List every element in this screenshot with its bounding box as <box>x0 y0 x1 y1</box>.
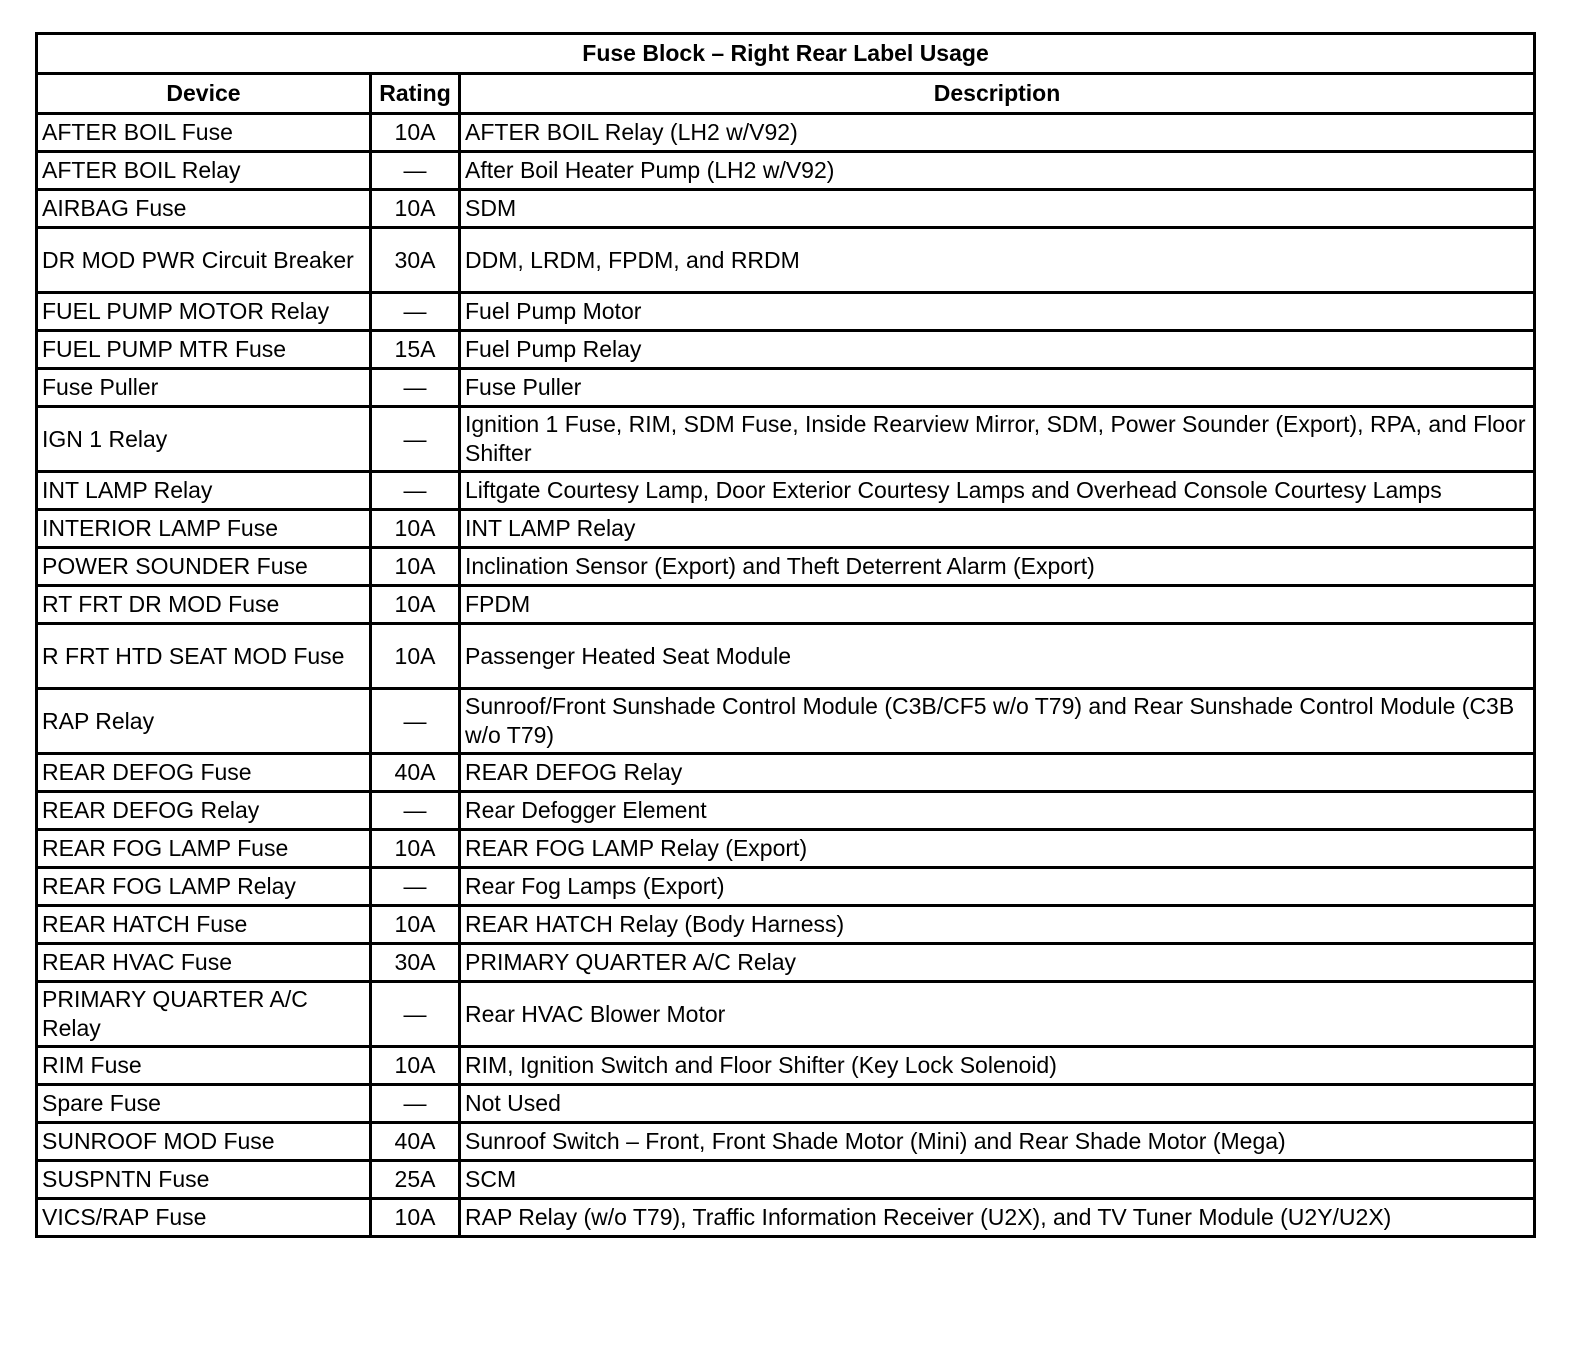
rating-cell: 40A <box>371 1123 460 1161</box>
rating-cell: — <box>371 868 460 906</box>
device-cell: SUNROOF MOD Fuse <box>37 1123 371 1161</box>
device-cell: AFTER BOIL Fuse <box>37 114 371 152</box>
header-rating: Rating <box>371 74 460 114</box>
rating-cell: 10A <box>371 906 460 944</box>
table-row <box>37 1123 1535 1161</box>
description-cell: RAP Relay (w/o T79), Traffic Information Receiver (U2X), and TV Tuner Module (U2Y/U2X) <box>460 1199 1535 1237</box>
device-cell: Spare Fuse <box>37 1085 371 1123</box>
rating-cell: — <box>371 689 460 754</box>
rating-cell: 30A <box>371 944 460 982</box>
description-cell: Fuel Pump Motor <box>460 293 1535 331</box>
device-cell: AIRBAG Fuse <box>37 190 371 228</box>
table-title: Fuse Block – Right Rear Label Usage <box>37 34 1535 74</box>
description-cell: AFTER BOIL Relay (LH2 w/V92) <box>460 114 1535 152</box>
rating-cell: — <box>371 369 460 407</box>
device-cell: FUEL PUMP MTR Fuse <box>37 331 371 369</box>
description-cell: SDM <box>460 190 1535 228</box>
rating-cell: 25A <box>371 1161 460 1199</box>
table-row <box>37 830 1535 868</box>
device-cell: REAR DEFOG Fuse <box>37 754 371 792</box>
rating-cell: — <box>371 152 460 190</box>
table-row <box>37 586 1535 624</box>
device-cell: Fuse Puller <box>37 369 371 407</box>
table-row <box>37 293 1535 331</box>
device-cell: VICS/RAP Fuse <box>37 1199 371 1237</box>
rating-cell: 10A <box>371 1047 460 1085</box>
description-cell: PRIMARY QUARTER A/C Relay <box>460 944 1535 982</box>
device-cell: REAR DEFOG Relay <box>37 792 371 830</box>
device-cell: INTERIOR LAMP Fuse <box>37 510 371 548</box>
description-cell: DDM, LRDM, FPDM, and RRDM <box>460 228 1535 293</box>
description-cell: Passenger Heated Seat Module <box>460 624 1535 689</box>
device-cell: AFTER BOIL Relay <box>37 152 371 190</box>
device-cell: SUSPNTN Fuse <box>37 1161 371 1199</box>
rating-cell: 30A <box>371 228 460 293</box>
description-cell: Fuel Pump Relay <box>460 331 1535 369</box>
device-cell: RIM Fuse <box>37 1047 371 1085</box>
rating-cell: 15A <box>371 331 460 369</box>
device-cell: POWER SOUNDER Fuse <box>37 548 371 586</box>
description-cell: Sunroof/Front Sunshade Control Module (C3B/CF5 w/o T79) and Rear Sunshade Control Module (C3B w/o T79) <box>460 689 1535 754</box>
table-row <box>37 548 1535 586</box>
table-row <box>37 754 1535 792</box>
rating-cell: 10A <box>371 548 460 586</box>
description-cell: Fuse Puller <box>460 369 1535 407</box>
description-cell: Inclination Sensor (Export) and Theft Deterrent Alarm (Export) <box>460 548 1535 586</box>
device-cell: REAR HATCH Fuse <box>37 906 371 944</box>
device-cell: DR MOD PWR Circuit Breaker <box>37 228 371 293</box>
table-row <box>37 944 1535 982</box>
table-row <box>37 792 1535 830</box>
device-cell: R FRT HTD SEAT MOD Fuse <box>37 624 371 689</box>
table-row <box>37 1199 1535 1237</box>
table-title-row <box>37 34 1535 74</box>
device-cell: REAR FOG LAMP Relay <box>37 868 371 906</box>
rating-cell: — <box>371 982 460 1047</box>
table-row <box>37 510 1535 548</box>
rating-cell: — <box>371 472 460 510</box>
table-row <box>37 982 1535 1047</box>
table-row <box>37 228 1535 293</box>
table-row <box>37 114 1535 152</box>
description-cell: REAR DEFOG Relay <box>460 754 1535 792</box>
rating-cell: 40A <box>371 754 460 792</box>
rating-cell: 10A <box>371 114 460 152</box>
description-cell: REAR FOG LAMP Relay (Export) <box>460 830 1535 868</box>
rating-cell: — <box>371 407 460 472</box>
table-row <box>37 689 1535 754</box>
description-cell: Sunroof Switch – Front, Front Shade Motor (Mini) and Rear Shade Motor (Mega) <box>460 1123 1535 1161</box>
description-cell: FPDM <box>460 586 1535 624</box>
description-cell: Ignition 1 Fuse, RIM, SDM Fuse, Inside Rearview Mirror, SDM, Power Sounder (Export), RPA, and Floor Shifter <box>460 407 1535 472</box>
description-cell: Rear Defogger Element <box>460 792 1535 830</box>
table-row <box>37 868 1535 906</box>
header-description: Description <box>460 74 1535 114</box>
description-cell: Liftgate Courtesy Lamp, Door Exterior Courtesy Lamps and Overhead Console Courtesy Lamps <box>460 472 1535 510</box>
device-cell: PRIMARY QUARTER A/C Relay <box>37 982 371 1047</box>
table-row <box>37 1161 1535 1199</box>
fuse-usage-table <box>35 32 1536 1238</box>
device-cell: REAR HVAC Fuse <box>37 944 371 982</box>
table-row <box>37 152 1535 190</box>
rating-cell: 10A <box>371 830 460 868</box>
rating-cell: 10A <box>371 190 460 228</box>
table-row <box>37 906 1535 944</box>
table-row <box>37 407 1535 472</box>
table-row <box>37 624 1535 689</box>
rating-cell: 10A <box>371 1199 460 1237</box>
table-row <box>37 331 1535 369</box>
table-row <box>37 369 1535 407</box>
description-cell: Rear HVAC Blower Motor <box>460 982 1535 1047</box>
device-cell: IGN 1 Relay <box>37 407 371 472</box>
rating-cell: — <box>371 293 460 331</box>
device-cell: INT LAMP Relay <box>37 472 371 510</box>
table-row <box>37 1047 1535 1085</box>
description-cell: RIM, Ignition Switch and Floor Shifter (Key Lock Solenoid) <box>460 1047 1535 1085</box>
table-header-row <box>37 74 1535 114</box>
device-cell: FUEL PUMP MOTOR Relay <box>37 293 371 331</box>
description-cell: INT LAMP Relay <box>460 510 1535 548</box>
device-cell: RAP Relay <box>37 689 371 754</box>
rating-cell: 10A <box>371 510 460 548</box>
description-cell: SCM <box>460 1161 1535 1199</box>
header-device: Device <box>37 74 371 114</box>
device-cell: REAR FOG LAMP Fuse <box>37 830 371 868</box>
device-cell: RT FRT DR MOD Fuse <box>37 586 371 624</box>
table-row <box>37 190 1535 228</box>
rating-cell: — <box>371 1085 460 1123</box>
rating-cell: — <box>371 792 460 830</box>
rating-cell: 10A <box>371 624 460 689</box>
table-row <box>37 1085 1535 1123</box>
description-cell: Not Used <box>460 1085 1535 1123</box>
description-cell: REAR HATCH Relay (Body Harness) <box>460 906 1535 944</box>
rating-cell: 10A <box>371 586 460 624</box>
table-row <box>37 472 1535 510</box>
description-cell: After Boil Heater Pump (LH2 w/V92) <box>460 152 1535 190</box>
description-cell: Rear Fog Lamps (Export) <box>460 868 1535 906</box>
